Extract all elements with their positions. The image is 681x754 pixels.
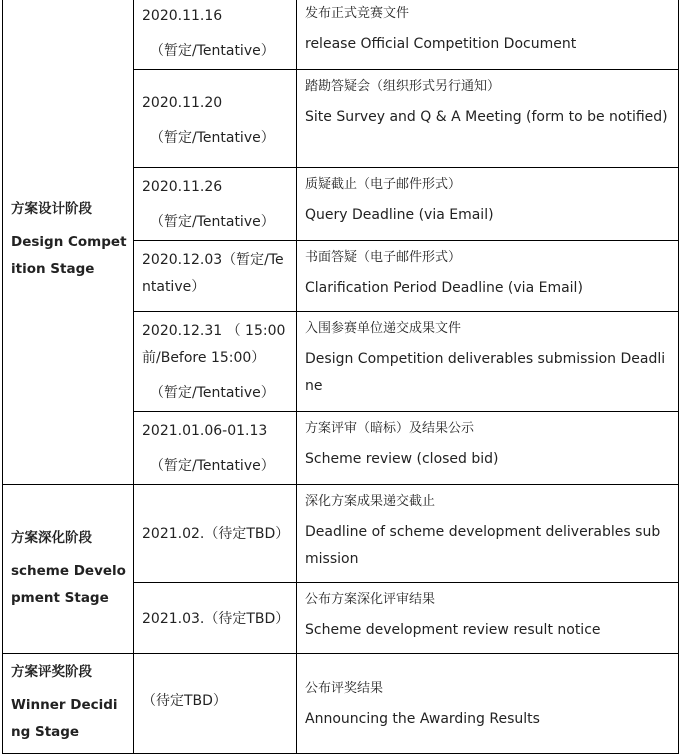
date-cell: [134, 654, 297, 754]
date-text: 2020.12.31 （ 15:00前/Before 15:00）: [142, 323, 286, 366]
stage-zh: 方案设计阶段: [11, 201, 92, 217]
event-cell: [297, 583, 679, 654]
event-en: Deadline of scheme development deliverables submission: [305, 524, 661, 567]
stage-en: Winner Deciding Stage: [11, 697, 118, 740]
event-en: Scheme development review result notice: [305, 622, 601, 638]
event-zh: 方案评审（暗标）及结果公示: [305, 421, 475, 436]
tentative-note: （暂定/Tentative）: [150, 214, 275, 230]
date-cell: [134, 241, 297, 312]
date-cell: [134, 412, 297, 485]
event-zh: 深化方案成果递交截止: [305, 494, 436, 509]
date-text: 2020.11.26: [142, 179, 223, 195]
tentative-note: （暂定/Tentative）: [150, 43, 275, 59]
table-row: [3, 0, 679, 70]
tentative-note: （暂定/Tentative）: [150, 385, 275, 401]
date-cell: [134, 312, 297, 412]
event-en: Query Deadline (via Email): [305, 207, 494, 223]
stage-cell: [3, 654, 134, 754]
date-cell: [134, 168, 297, 241]
schedule-table: [2, 0, 679, 754]
stage-cell: [3, 485, 134, 654]
date-cell: [134, 583, 297, 654]
date-cell: [134, 0, 297, 70]
date-text: 2021.02.（待定TBD）: [142, 526, 290, 542]
event-en: Clarification Period Deadline (via Email): [305, 280, 583, 296]
event-en: Scheme review (closed bid): [305, 451, 499, 467]
stage-zh: 方案评奖阶段: [11, 664, 92, 680]
event-zh: 发布正式竞赛文件: [305, 6, 410, 21]
event-cell: [297, 312, 679, 412]
event-cell: [297, 70, 679, 168]
table-row: [3, 654, 679, 754]
table-row: [3, 485, 679, 583]
event-cell: [297, 241, 679, 312]
date-text: 2021.01.06-01.13: [142, 423, 268, 439]
event-cell: [297, 0, 679, 70]
stage-zh: 方案深化阶段: [11, 529, 92, 546]
event-cell: [297, 412, 679, 485]
stage-cell: [3, 0, 134, 485]
event-zh: 入围参赛单位递交成果文件: [305, 321, 462, 336]
tentative-note: （暂定/Tentative）: [150, 130, 275, 146]
stage-en: Design Competition Stage: [11, 234, 127, 277]
event-zh: 公布方案深化评审结果: [305, 592, 436, 607]
date-text: （待定TBD）: [142, 693, 227, 709]
date-cell: [134, 70, 297, 168]
event-cell: [297, 654, 679, 754]
event-en: release Official Competition Document: [305, 36, 577, 52]
date-text: 2020.12.03（暂定/Tentative）: [142, 252, 284, 295]
event-en: Design Competition deliverables submission Deadline: [305, 351, 666, 394]
date-cell: [134, 485, 297, 583]
date-text: 2020.11.16: [142, 8, 223, 24]
event-zh: 书面答疑（电子邮件形式）: [305, 250, 462, 265]
event-cell: [297, 485, 679, 583]
event-en: Announcing the Awarding Results: [305, 711, 540, 727]
event-zh: 踏勘答疑会（组织形式另行通知）: [305, 79, 501, 94]
event-zh: 质疑截止（电子邮件形式）: [305, 177, 462, 192]
date-text: 2020.11.20: [142, 95, 223, 111]
event-zh: 公布评奖结果: [305, 681, 384, 696]
event-cell: [297, 168, 679, 241]
stage-en: scheme Development Stage: [11, 562, 126, 606]
event-en: Site Survey and Q & A Meeting (form to be notified): [305, 109, 668, 125]
tentative-note: （暂定/Tentative）: [150, 458, 275, 474]
date-text: 2021.03.（待定TBD）: [142, 610, 290, 627]
